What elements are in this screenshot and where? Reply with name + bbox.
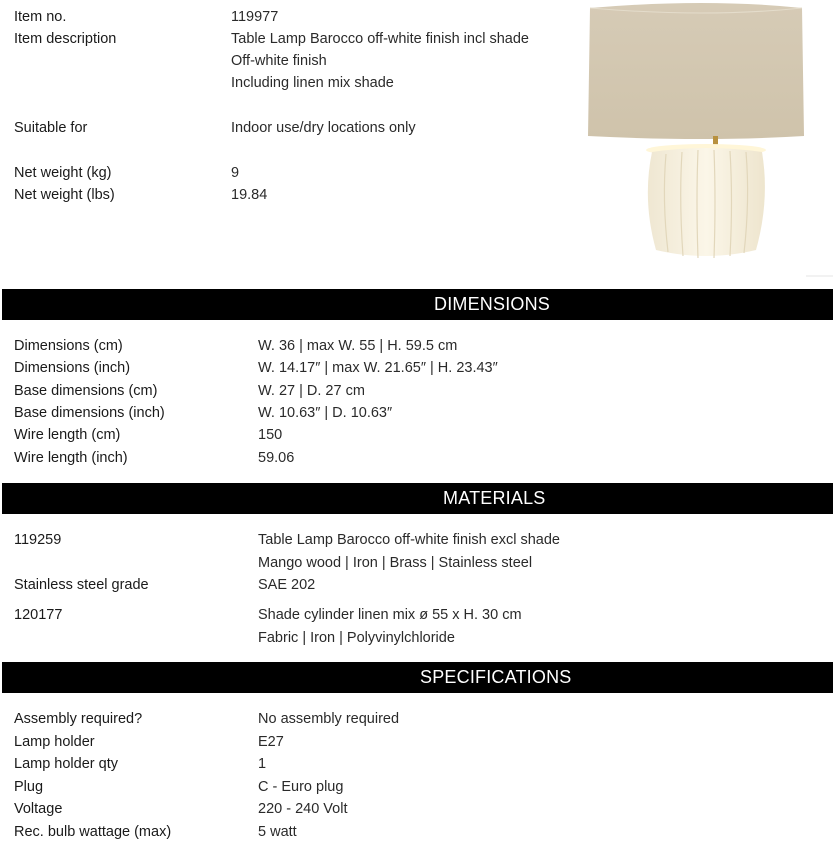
row-value: W. 36 | max W. 55 | H. 59.5 cm (258, 338, 458, 354)
row-value: Mango wood | Iron | Brass | Stainless steel (258, 555, 533, 571)
row-label: Dimensions (cm) (14, 338, 123, 354)
row-value: Shade cylinder linen mix ø 55 x H. 30 cm (258, 607, 522, 623)
row-value: 5 watt (258, 824, 297, 840)
dimensions-header (2, 289, 833, 320)
row-label: Item description (14, 31, 117, 47)
row-label: Rec. bulb wattage (max) (14, 824, 172, 840)
row-value: 119977 (231, 9, 279, 25)
row-value: W. 14.17″ | max W. 21.65″ | H. 23.43″ (258, 360, 498, 376)
row-label: Wire length (inch) (14, 450, 128, 466)
specifications-header (2, 662, 833, 693)
row-value: No assembly required (258, 711, 400, 727)
section-title: SPECIFICATIONS (420, 667, 572, 687)
product-image (584, 0, 833, 280)
row-value: 1 (258, 756, 267, 772)
row-value: 150 (258, 427, 283, 443)
row-label: Lamp holder qty (14, 756, 118, 772)
section-title: MATERIALS (443, 488, 546, 508)
row-value: 220 - 240 Volt (258, 801, 348, 817)
row-label: Plug (14, 779, 44, 795)
materials-header (2, 483, 833, 514)
row-label: Suitable for (14, 120, 88, 136)
row-label: Lamp holder (14, 734, 95, 750)
row-label: Dimensions (inch) (14, 360, 131, 376)
row-label: Wire length (cm) (14, 427, 121, 443)
row-label: 120177 (14, 607, 63, 623)
row-value: 9 (231, 165, 240, 181)
row-label: Net weight (kg) (14, 165, 112, 181)
row-value: E27 (258, 734, 284, 750)
row-value: W. 27 | D. 27 cm (258, 383, 365, 399)
row-value: C - Euro plug (258, 779, 344, 795)
row-value: SAE 202 (258, 577, 316, 593)
row-label: Voltage (14, 801, 63, 817)
row-value: Table Lamp Barocco off-white finish incl shade (231, 31, 529, 47)
row-label: Item no. (14, 9, 67, 25)
row-value: Off-white finish (231, 53, 327, 69)
row-value: Including linen mix shade (231, 75, 394, 91)
row-value: 59.06 (258, 450, 295, 466)
row-value: 19.84 (231, 187, 268, 203)
section-title: DIMENSIONS (434, 294, 551, 314)
row-label: Assembly required? (14, 711, 143, 727)
general-info (0, 0, 833, 290)
row-value: Indoor use/dry locations only (231, 120, 416, 136)
row-label: Base dimensions (inch) (14, 405, 165, 421)
row-label: 119259 (14, 532, 62, 548)
row-value: Fabric | Iron | Polyvinylchloride (258, 630, 455, 646)
row-label: Base dimensions (cm) (14, 383, 158, 399)
row-label: Stainless steel grade (14, 577, 149, 593)
row-value: W. 10.63″ | D. 10.63″ (258, 405, 393, 421)
row-value: Table Lamp Barocco off-white finish excl shade (258, 532, 560, 548)
row-label: Net weight (lbs) (14, 187, 115, 203)
